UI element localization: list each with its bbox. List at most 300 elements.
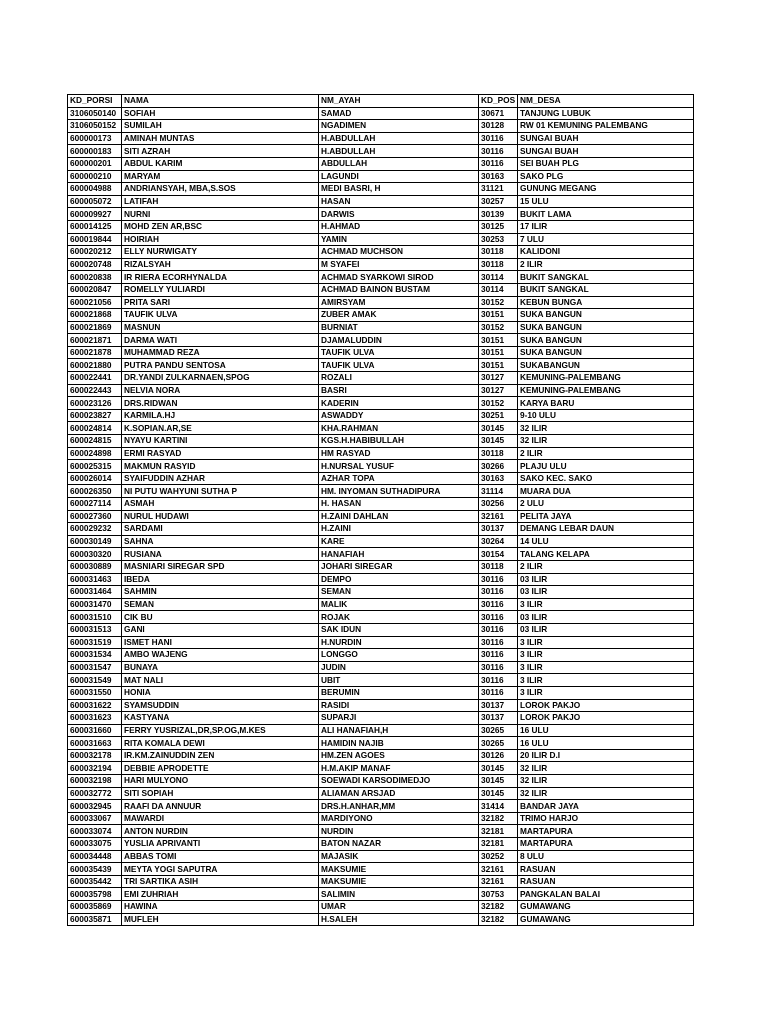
cell-nm-desa: BUKIT LAMA: [518, 208, 694, 221]
cell-nama: RIZALSYAH: [122, 258, 319, 271]
cell-kd-porsi: 600022441: [68, 372, 122, 385]
cell-kd-porsi: 600034448: [68, 850, 122, 863]
cell-kd-porsi: 600021880: [68, 359, 122, 372]
table-row: [68, 611, 694, 624]
cell-kd-porsi: 600024814: [68, 422, 122, 435]
cell-nm-ayah: HM. INYOMAN SUTHADIPURA: [319, 485, 479, 498]
header-nama: NAMA: [122, 95, 319, 108]
cell-kd-pos: 30145: [479, 435, 518, 448]
cell-nm-ayah: KARE: [319, 535, 479, 548]
table-row: [68, 712, 694, 725]
cell-nm-ayah: LONGGO: [319, 649, 479, 662]
cell-kd-porsi: 600031547: [68, 661, 122, 674]
cell-nm-desa: 32 ILIR: [518, 762, 694, 775]
cell-nm-desa: 03 ILIR: [518, 623, 694, 636]
table-row: [68, 435, 694, 448]
cell-nm-desa: 16 ULU: [518, 737, 694, 750]
table-row: [68, 246, 694, 259]
cell-nm-desa: 2 ILIR: [518, 560, 694, 573]
cell-nm-desa: SAKO PLG: [518, 170, 694, 183]
table-row: [68, 825, 694, 838]
cell-kd-porsi: 600032178: [68, 749, 122, 762]
cell-kd-porsi: 600027360: [68, 510, 122, 523]
cell-nm-desa: 3 ILIR: [518, 649, 694, 662]
cell-nm-desa: 03 ILIR: [518, 611, 694, 624]
cell-nama: ABBAS TOMI: [122, 850, 319, 863]
cell-nm-desa: RW 01 KEMUNING PALEMBANG: [518, 120, 694, 133]
table-row: [68, 762, 694, 775]
cell-nama: ABDUL KARIM: [122, 157, 319, 170]
cell-kd-porsi: 600023827: [68, 409, 122, 422]
cell-nm-ayah: ACHMAD MUCHSON: [319, 246, 479, 259]
cell-nm-ayah: ROZALI: [319, 372, 479, 385]
cell-kd-pos: 30137: [479, 699, 518, 712]
cell-kd-porsi: 600035869: [68, 901, 122, 914]
table-row: [68, 359, 694, 372]
cell-kd-pos: 32161: [479, 510, 518, 523]
cell-kd-pos: 30114: [479, 283, 518, 296]
cell-nama: GANI: [122, 623, 319, 636]
cell-kd-porsi: 600031519: [68, 636, 122, 649]
cell-nama: NURUL HUDAWI: [122, 510, 319, 523]
table-row: [68, 863, 694, 876]
cell-kd-porsi: 600031622: [68, 699, 122, 712]
cell-nm-desa: GUNUNG MEGANG: [518, 183, 694, 196]
cell-nm-desa: KEMUNING-PALEMBANG: [518, 384, 694, 397]
cell-nm-ayah: MAKSUMIE: [319, 863, 479, 876]
cell-kd-porsi: 600024815: [68, 435, 122, 448]
cell-kd-pos: 30151: [479, 334, 518, 347]
cell-kd-pos: 30257: [479, 195, 518, 208]
table-row: [68, 346, 694, 359]
cell-nm-desa: PELITA JAYA: [518, 510, 694, 523]
cell-nama: HONIA: [122, 686, 319, 699]
cell-nama: BUNAYA: [122, 661, 319, 674]
cell-nama: SUMILAH: [122, 120, 319, 133]
table-row: [68, 145, 694, 158]
cell-nm-desa: LOROK PAKJO: [518, 712, 694, 725]
cell-kd-porsi: 600000210: [68, 170, 122, 183]
cell-kd-porsi: 600031549: [68, 674, 122, 687]
cell-nm-desa: 16 ULU: [518, 724, 694, 737]
table-row: [68, 485, 694, 498]
cell-kd-pos: 30116: [479, 674, 518, 687]
cell-nama: MUHAMMAD REZA: [122, 346, 319, 359]
cell-kd-porsi: 600031660: [68, 724, 122, 737]
cell-kd-pos: 32182: [479, 812, 518, 825]
cell-nm-ayah: ACHMAD BAINON BUSTAM: [319, 283, 479, 296]
cell-kd-pos: 30116: [479, 686, 518, 699]
cell-kd-pos: 30145: [479, 775, 518, 788]
cell-nama: AMBO WAJENG: [122, 649, 319, 662]
cell-kd-porsi: 600024898: [68, 447, 122, 460]
cell-kd-porsi: 600020748: [68, 258, 122, 271]
cell-nm-desa: KARYA BARU: [518, 397, 694, 410]
cell-nama: MAT NALI: [122, 674, 319, 687]
cell-kd-pos: 32161: [479, 863, 518, 876]
cell-kd-pos: 30264: [479, 535, 518, 548]
table-row: [68, 850, 694, 863]
cell-nama: ERMI RASYAD: [122, 447, 319, 460]
cell-nama: IBEDA: [122, 573, 319, 586]
table-row: [68, 674, 694, 687]
cell-nm-desa: SUKA BANGUN: [518, 346, 694, 359]
cell-kd-pos: 30118: [479, 258, 518, 271]
table-row: [68, 372, 694, 385]
cell-nama: YUSLIA APRIVANTI: [122, 838, 319, 851]
cell-kd-pos: 30116: [479, 132, 518, 145]
table-row: [68, 422, 694, 435]
cell-nm-ayah: H.M.AKIP MANAF: [319, 762, 479, 775]
cell-nama: IR RIERA ECORHYNALDA: [122, 271, 319, 284]
table-row: [68, 510, 694, 523]
cell-nama: TAUFIK ULVA: [122, 309, 319, 322]
cell-nama: SYAIFUDDIN AZHAR: [122, 472, 319, 485]
cell-nm-desa: SUKA BANGUN: [518, 334, 694, 347]
cell-nm-ayah: HM.ZEN AGOES: [319, 749, 479, 762]
cell-nama: RAAFI DA ANNUUR: [122, 800, 319, 813]
cell-kd-pos: 30116: [479, 145, 518, 158]
cell-nm-ayah: H.SALEH: [319, 913, 479, 926]
cell-kd-porsi: 600021868: [68, 309, 122, 322]
cell-nama: ELLY NURWIGATY: [122, 246, 319, 259]
table-row: [68, 800, 694, 813]
cell-kd-pos: 30116: [479, 623, 518, 636]
cell-nama: SAHNA: [122, 535, 319, 548]
cell-kd-pos: 30116: [479, 586, 518, 599]
cell-kd-pos: 30116: [479, 661, 518, 674]
cell-nm-desa: 3 ILIR: [518, 686, 694, 699]
cell-nama: MOHD ZEN AR,BSC: [122, 220, 319, 233]
table-row: [68, 195, 694, 208]
table-row: [68, 787, 694, 800]
cell-nm-desa: SUNGAI BUAH: [518, 145, 694, 158]
cell-kd-pos: 30116: [479, 649, 518, 662]
cell-nm-ayah: HM RASYAD: [319, 447, 479, 460]
table-row: [68, 409, 694, 422]
cell-nama: HAWINA: [122, 901, 319, 914]
cell-kd-porsi: 600033075: [68, 838, 122, 851]
cell-kd-pos: 30118: [479, 560, 518, 573]
table-row: [68, 573, 694, 586]
cell-nm-ayah: AZHAR TOPA: [319, 472, 479, 485]
table-row: [68, 397, 694, 410]
cell-kd-pos: 30252: [479, 850, 518, 863]
header-row: [68, 95, 694, 108]
cell-nm-desa: RASUAN: [518, 863, 694, 876]
cell-kd-porsi: 600032772: [68, 787, 122, 800]
table-row: [68, 296, 694, 309]
cell-nm-desa: 3 ILIR: [518, 636, 694, 649]
cell-nm-ayah: NURDIN: [319, 825, 479, 838]
table-row: [68, 686, 694, 699]
cell-kd-pos: 30137: [479, 523, 518, 536]
table-row: [68, 699, 694, 712]
cell-nm-ayah: ROJAK: [319, 611, 479, 624]
table-row: [68, 258, 694, 271]
cell-kd-porsi: 600031513: [68, 623, 122, 636]
cell-nm-ayah: H. HASAN: [319, 498, 479, 511]
cell-nm-desa: 32 ILIR: [518, 422, 694, 435]
cell-nama: EMI ZUHRIAH: [122, 888, 319, 901]
cell-kd-porsi: 600030149: [68, 535, 122, 548]
cell-nm-ayah: H.NURSAL YUSUF: [319, 460, 479, 473]
cell-kd-porsi: 600000201: [68, 157, 122, 170]
cell-kd-porsi: 600030320: [68, 548, 122, 561]
table-row: [68, 157, 694, 170]
cell-nm-ayah: LAGUNDI: [319, 170, 479, 183]
table-row: [68, 901, 694, 914]
cell-nm-ayah: MAKSUMIE: [319, 875, 479, 888]
table-row: [68, 548, 694, 561]
cell-kd-pos: 30126: [479, 749, 518, 762]
cell-kd-porsi: 600032198: [68, 775, 122, 788]
cell-nm-ayah: DJAMALUDDIN: [319, 334, 479, 347]
cell-kd-pos: 30116: [479, 573, 518, 586]
table-row: [68, 283, 694, 296]
cell-kd-pos: 30116: [479, 611, 518, 624]
cell-kd-pos: 30671: [479, 107, 518, 120]
table-row: [68, 838, 694, 851]
cell-nm-desa: SEI BUAH PLG: [518, 157, 694, 170]
cell-kd-porsi: 600021871: [68, 334, 122, 347]
cell-kd-porsi: 600031534: [68, 649, 122, 662]
table-row: [68, 598, 694, 611]
table-row: [68, 472, 694, 485]
cell-nm-desa: 15 ULU: [518, 195, 694, 208]
cell-nm-desa: 03 ILIR: [518, 586, 694, 599]
cell-nm-desa: TANJUNG LUBUK: [518, 107, 694, 120]
cell-kd-pos: 30152: [479, 321, 518, 334]
cell-kd-porsi: 600020838: [68, 271, 122, 284]
cell-kd-porsi: 600031663: [68, 737, 122, 750]
table-row: [68, 220, 694, 233]
cell-kd-porsi: 3106050140: [68, 107, 122, 120]
cell-nm-ayah: H.ABDULLAH: [319, 132, 479, 145]
cell-nm-desa: BUKIT SANGKAL: [518, 283, 694, 296]
cell-nm-ayah: H.ZAINI DAHLAN: [319, 510, 479, 523]
table-row: [68, 183, 694, 196]
cell-nm-desa: 3 ILIR: [518, 598, 694, 611]
table-row: [68, 460, 694, 473]
cell-nm-ayah: YAMIN: [319, 233, 479, 246]
cell-kd-porsi: 600031550: [68, 686, 122, 699]
cell-nama: DRS.RIDWAN: [122, 397, 319, 410]
cell-nama: PRITA SARI: [122, 296, 319, 309]
cell-kd-porsi: 600035439: [68, 863, 122, 876]
cell-nama: NURNI: [122, 208, 319, 221]
table-row: [68, 560, 694, 573]
table-row: [68, 208, 694, 221]
cell-nm-desa: BUKIT SANGKAL: [518, 271, 694, 284]
table-row: [68, 775, 694, 788]
cell-nama: RUSIANA: [122, 548, 319, 561]
table-row: [68, 737, 694, 750]
cell-nm-desa: SUKA BANGUN: [518, 309, 694, 322]
cell-nm-ayah: H.NURDIN: [319, 636, 479, 649]
cell-nm-desa: DEMANG LEBAR DAUN: [518, 523, 694, 536]
cell-nm-desa: 3 ILIR: [518, 661, 694, 674]
cell-kd-porsi: 600027114: [68, 498, 122, 511]
cell-nama: DEBBIE APRODETTE: [122, 762, 319, 775]
cell-kd-pos: 30145: [479, 422, 518, 435]
cell-nama: AMINAH MUNTAS: [122, 132, 319, 145]
cell-kd-porsi: 600014125: [68, 220, 122, 233]
cell-nm-desa: GUMAWANG: [518, 913, 694, 926]
cell-nama: SYAMSUDDIN: [122, 699, 319, 712]
cell-kd-pos: 30127: [479, 384, 518, 397]
cell-nm-desa: SAKO KEC. SAKO: [518, 472, 694, 485]
cell-kd-pos: 30163: [479, 472, 518, 485]
cell-kd-porsi: 600032945: [68, 800, 122, 813]
cell-nm-ayah: ASWADDY: [319, 409, 479, 422]
cell-nm-desa: PLAJU ULU: [518, 460, 694, 473]
cell-nm-ayah: JOHARI SIREGAR: [319, 560, 479, 573]
cell-nm-ayah: RASIDI: [319, 699, 479, 712]
cell-kd-pos: 30251: [479, 409, 518, 422]
cell-nm-desa: MARTAPURA: [518, 838, 694, 851]
cell-nm-desa: MARTAPURA: [518, 825, 694, 838]
cell-nama: ISMET HANI: [122, 636, 319, 649]
cell-nama: MUFLEH: [122, 913, 319, 926]
cell-kd-pos: 30163: [479, 170, 518, 183]
cell-kd-pos: 30118: [479, 246, 518, 259]
cell-kd-pos: 30116: [479, 157, 518, 170]
cell-kd-porsi: 600031470: [68, 598, 122, 611]
cell-nm-ayah: ALI HANAFIAH,H: [319, 724, 479, 737]
cell-nama: CIK BU: [122, 611, 319, 624]
cell-nm-ayah: BURNIAT: [319, 321, 479, 334]
cell-nm-desa: 17 ILIR: [518, 220, 694, 233]
cell-kd-pos: 30145: [479, 787, 518, 800]
cell-kd-pos: 30128: [479, 120, 518, 133]
cell-kd-porsi: 600020847: [68, 283, 122, 296]
cell-nama: KARMILA.HJ: [122, 409, 319, 422]
cell-nm-ayah: KADERIN: [319, 397, 479, 410]
cell-kd-porsi: 600033067: [68, 812, 122, 825]
cell-kd-pos: 30753: [479, 888, 518, 901]
cell-nm-ayah: DRS.H.ANHAR,MM: [319, 800, 479, 813]
cell-nm-desa: PANGKALAN BALAI: [518, 888, 694, 901]
cell-nm-ayah: SEMAN: [319, 586, 479, 599]
table-row: [68, 447, 694, 460]
cell-kd-pos: 30137: [479, 712, 518, 725]
table-row: [68, 523, 694, 536]
cell-nm-desa: RASUAN: [518, 875, 694, 888]
cell-nm-desa: KEMUNING-PALEMBANG: [518, 372, 694, 385]
cell-nm-ayah: HASAN: [319, 195, 479, 208]
cell-kd-pos: 30151: [479, 309, 518, 322]
cell-nama: MAWARDI: [122, 812, 319, 825]
cell-kd-pos: 30253: [479, 233, 518, 246]
cell-nm-desa: LOROK PAKJO: [518, 699, 694, 712]
cell-nama: SEMAN: [122, 598, 319, 611]
cell-nm-desa: 14 ULU: [518, 535, 694, 548]
cell-nm-desa: SUKABANGUN: [518, 359, 694, 372]
cell-nm-ayah: M SYAFEI: [319, 258, 479, 271]
cell-kd-pos: 30152: [479, 296, 518, 309]
cell-nm-ayah: DARWIS: [319, 208, 479, 221]
table-row: [68, 321, 694, 334]
cell-nm-ayah: SOEWADI KARSODIMEDJO: [319, 775, 479, 788]
cell-nama: NYAYU KARTINI: [122, 435, 319, 448]
cell-nm-desa: KEBUN BUNGA: [518, 296, 694, 309]
cell-nm-ayah: AMIRSYAM: [319, 296, 479, 309]
header-nm-desa: NM_DESA: [518, 95, 694, 108]
table-row: [68, 661, 694, 674]
cell-nama: RITA KOMALA DEWI: [122, 737, 319, 750]
cell-nama: SAHMIN: [122, 586, 319, 599]
cell-nama: ANDRIANSYAH, MBA,S.SOS: [122, 183, 319, 196]
cell-kd-pos: 30114: [479, 271, 518, 284]
header-nm-ayah: NM_AYAH: [319, 95, 479, 108]
cell-kd-porsi: 600009927: [68, 208, 122, 221]
cell-nm-ayah: H.AHMAD: [319, 220, 479, 233]
table-row: [68, 724, 694, 737]
cell-nama: MAKMUN RASYID: [122, 460, 319, 473]
table-row: [68, 649, 694, 662]
cell-kd-porsi: 600031623: [68, 712, 122, 725]
cell-nm-desa: 32 ILIR: [518, 775, 694, 788]
cell-nama: LATIFAH: [122, 195, 319, 208]
cell-kd-pos: 30151: [479, 346, 518, 359]
cell-kd-porsi: 600032194: [68, 762, 122, 775]
table-row: [68, 535, 694, 548]
cell-kd-porsi: 600030889: [68, 560, 122, 573]
table-row: [68, 309, 694, 322]
cell-nama: FERRY YUSRIZAL,DR,SP.OG,M.KES: [122, 724, 319, 737]
cell-nm-desa: MUARA DUA: [518, 485, 694, 498]
cell-nm-ayah: TAUFIK ULVA: [319, 346, 479, 359]
cell-nm-desa: 32 ILIR: [518, 787, 694, 800]
cell-nm-ayah: TAUFIK ULVA: [319, 359, 479, 372]
cell-kd-pos: 30265: [479, 724, 518, 737]
cell-kd-pos: 30152: [479, 397, 518, 410]
cell-kd-porsi: 600031464: [68, 586, 122, 599]
cell-nama: SARDAMI: [122, 523, 319, 536]
cell-nama: MASNIARI SIREGAR SPD: [122, 560, 319, 573]
cell-nm-desa: TRIMO HARJO: [518, 812, 694, 825]
cell-nm-ayah: MALIK: [319, 598, 479, 611]
cell-kd-porsi: 600035442: [68, 875, 122, 888]
cell-kd-pos: 30266: [479, 460, 518, 473]
cell-kd-pos: 32182: [479, 913, 518, 926]
cell-nama: TRI SARTIKA ASIH: [122, 875, 319, 888]
cell-nm-desa: 20 ILIR D.I: [518, 749, 694, 762]
cell-nm-ayah: KGS.H.HABIBULLAH: [319, 435, 479, 448]
cell-nama: MASNUN: [122, 321, 319, 334]
cell-nama: IR.KM.ZAINUDDIN ZEN: [122, 749, 319, 762]
cell-nama: SITI AZRAH: [122, 145, 319, 158]
table-body: [68, 95, 694, 926]
table-row: [68, 384, 694, 397]
header-kd-porsi: KD_PORSI: [68, 95, 122, 108]
cell-nm-ayah: UMAR: [319, 901, 479, 914]
cell-nm-ayah: NGADIMEN: [319, 120, 479, 133]
cell-nm-ayah: BASRI: [319, 384, 479, 397]
cell-nm-desa: SUNGAI BUAH: [518, 132, 694, 145]
cell-nm-desa: 2 ILIR: [518, 447, 694, 460]
cell-nama: ASMAH: [122, 498, 319, 511]
cell-nama: NELVIA NORA: [122, 384, 319, 397]
table-row: [68, 636, 694, 649]
cell-kd-porsi: 600031510: [68, 611, 122, 624]
table-row: [68, 498, 694, 511]
cell-kd-pos: 32161: [479, 875, 518, 888]
cell-nm-desa: 03 ILIR: [518, 573, 694, 586]
cell-kd-pos: 31414: [479, 800, 518, 813]
cell-kd-porsi: 600035871: [68, 913, 122, 926]
